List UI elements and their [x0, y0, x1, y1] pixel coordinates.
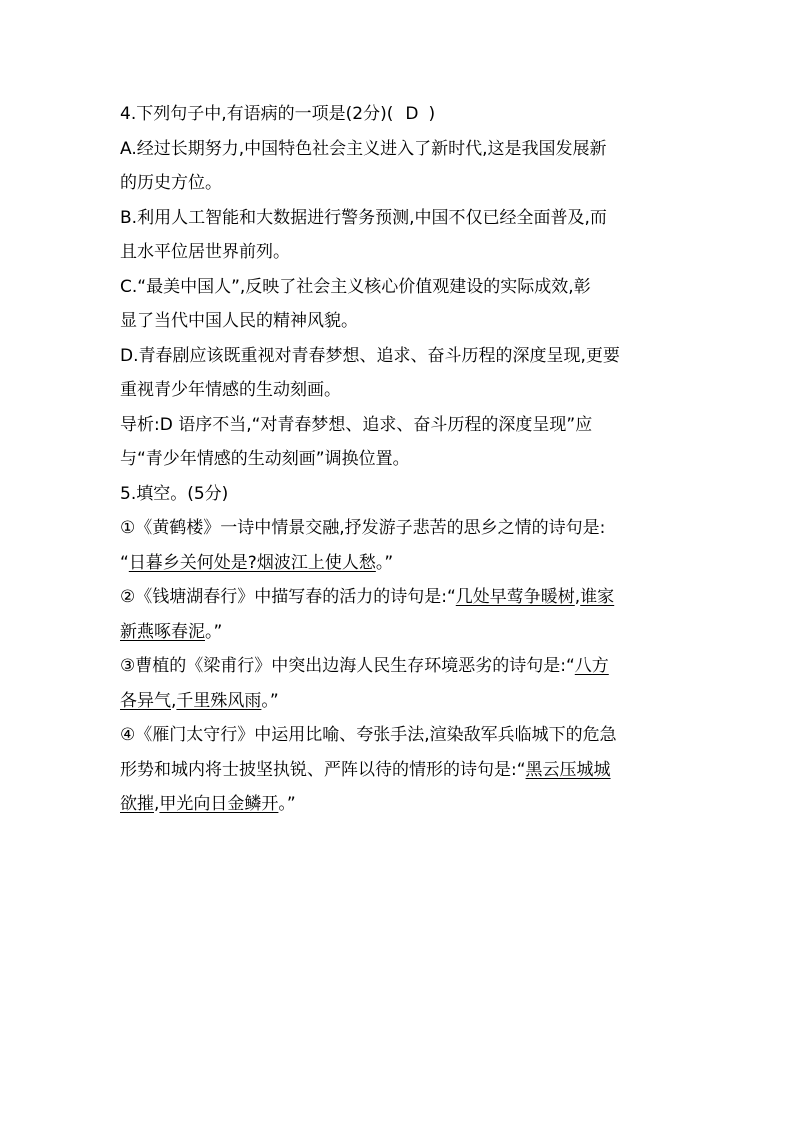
document-page [120, 101, 680, 826]
question-4-stem-text: 4.下列句子中,有语病的一项是(2分)( [120, 104, 394, 124]
option-b-line-1: B.利用人工智能和大数据进行警务预测,中国不仅已经全面普及,而 [120, 207, 607, 228]
item-4-line-3 [120, 791, 680, 826]
item-1-line-2 [120, 550, 680, 585]
item-3-close-quote: 。” [261, 690, 279, 711]
guide-line-1: 导析:D 语序不当,“对青春梦想、追求、奋斗历程的深度呈现”应 [120, 414, 593, 435]
item-4-comma: , [154, 794, 160, 814]
item-4-line-1: ④《雁门太守行》中运用比喻、夸张手法,渲染敌军兵临城下的危急 [120, 725, 617, 745]
item-1-close-quote: 。” [375, 552, 394, 573]
item-3-line-1 [120, 653, 680, 688]
question-4-answer: D [405, 104, 419, 124]
question-4-stem [120, 101, 680, 136]
item-4-answer-c: 甲光向日金鳞开 [159, 794, 279, 814]
option-d-line-1: D.青春剧应该既重视对青春梦想、追求、奋斗历程的深度呈现,更要 [120, 345, 620, 366]
item-4-line-2 [120, 757, 680, 792]
item-1-answer: 日暮乡关何处是?烟波江上使人愁 [128, 552, 376, 573]
question-5-stem: 5.填空。(5分) [120, 483, 229, 504]
item-4-answer-a: 黑云压城城 [525, 759, 611, 780]
option-a-line-2: 的历史方位。 [120, 173, 222, 193]
item-2-answer-b: 谁家 [580, 587, 615, 607]
option-c-line-1: C.“最美中国人”,反映了社会主义核心价值观建设的实际成效,彰 [120, 276, 591, 297]
item-3-answer-a: 八方 [574, 656, 609, 676]
option-d-line-2: 重视青少年情感的生动刻画。 [120, 380, 341, 400]
guide-line-2: 与“青少年情感的生动刻画”调换位置。 [120, 449, 410, 469]
item-3-comma: , [171, 690, 177, 711]
item-2-close-quote: 。” [205, 621, 223, 642]
item-3-line-2 [120, 688, 680, 723]
item-3-answer-c: 千里殊风雨 [176, 690, 262, 711]
item-4-answer-b: 欲摧 [120, 794, 154, 814]
item-2-answer-a: 几处早莺争暖树 [455, 587, 575, 607]
item-2-comma: , [574, 587, 581, 607]
option-b-line-2: 且水平位居世界前列。 [120, 242, 290, 262]
item-1-open-quote: “ [120, 552, 129, 573]
item-2-prefix: ②《钱塘湖春行》中描写春的活力的诗句是:“ [120, 587, 456, 607]
option-c-line-2: 显了当代中国人民的精神风貌。 [120, 311, 358, 331]
item-4-close-quote: 。” [278, 794, 296, 814]
item-3-prefix: ③曹植的《梁甫行》中突出边海人民生存环境恶劣的诗句是:“ [120, 656, 575, 676]
option-a-line-1: A.经过长期努力,中国特色社会主义进入了新时代,这是我国发展新 [120, 138, 607, 159]
item-3-answer-b: 各异气 [120, 690, 171, 711]
item-4-prefix: 形势和城内将士披坚执锐、严阵以待的情形的诗句是:“ [120, 759, 526, 780]
item-1-line-1: ①《黄鹤楼》一诗中情景交融,抒发游子悲苦的思乡之情的诗句是: [120, 518, 606, 538]
item-2-answer-c: 新燕啄春泥 [120, 621, 205, 642]
question-4-stem-close: ) [428, 104, 436, 124]
item-2-line-2 [120, 619, 680, 654]
item-2-line-1 [120, 584, 680, 619]
